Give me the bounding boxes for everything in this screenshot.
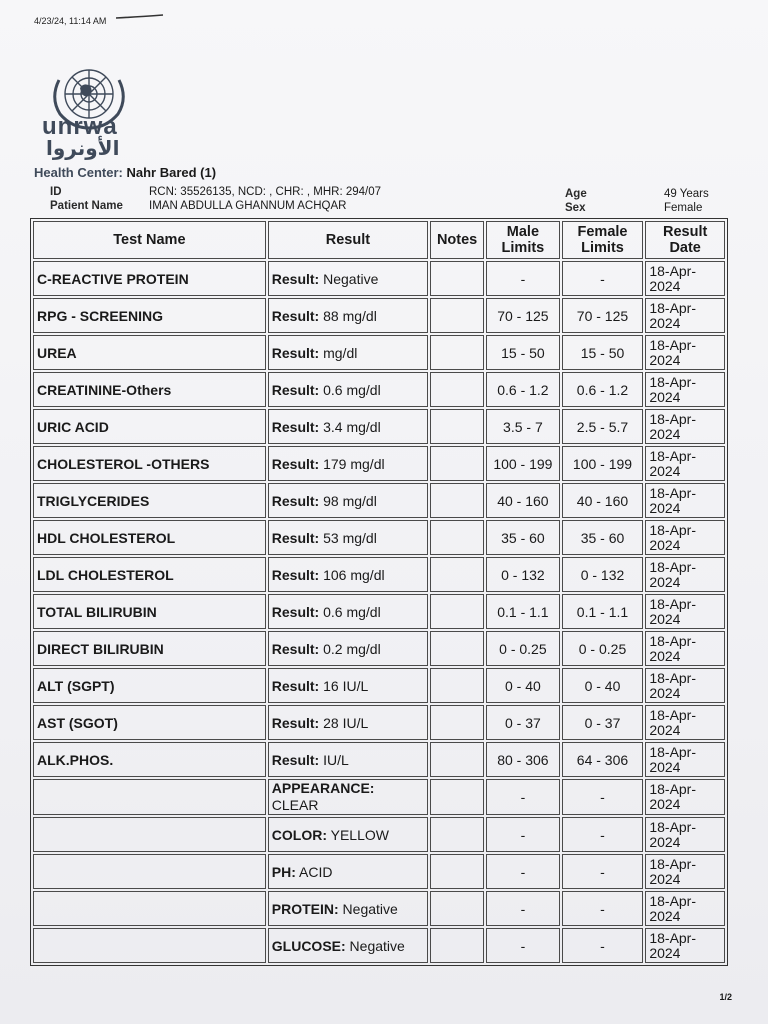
female-limits-cell: - — [562, 779, 644, 815]
result-date-cell: 18-Apr-2024 — [645, 594, 725, 629]
table-header-row — [33, 221, 725, 259]
result-label: PROTEIN: — [271, 900, 339, 917]
female-limits-cell: 0.1 - 1.1 — [562, 594, 644, 629]
female-limits-cell: 70 - 125 — [562, 298, 644, 333]
result-value: 179 mg/dl — [319, 455, 385, 472]
result-date-cell: 18-Apr-2024 — [645, 891, 725, 926]
table-row — [33, 372, 725, 407]
result-cell — [268, 520, 428, 555]
notes-cell — [430, 668, 484, 703]
header-result-date: Result Date — [645, 221, 725, 259]
sex-label: Sex — [565, 202, 586, 214]
result-value: Negative — [345, 937, 405, 954]
result-label: Result: — [271, 455, 320, 472]
test-name-cell: ALK.PHOS. — [33, 742, 266, 777]
notes-cell — [430, 520, 484, 555]
header-test-name: Test Name — [33, 221, 266, 259]
notes-cell — [430, 705, 484, 740]
male-limits-cell: 0 - 37 — [486, 705, 560, 740]
male-limits-cell: 80 - 306 — [486, 742, 560, 777]
result-value: 53 mg/dl — [319, 529, 377, 546]
id-value: RCN: 35526135, NCD: , CHR: , MHR: 294/07 — [149, 186, 382, 198]
result-cell — [268, 446, 428, 481]
header-notes: Notes — [430, 221, 484, 259]
male-limits-cell: 0 - 40 — [486, 668, 560, 703]
notes-cell — [430, 891, 484, 926]
result-label: Result: — [271, 640, 320, 657]
sex-value: Female — [664, 202, 703, 214]
result-date-cell: 18-Apr-2024 — [645, 557, 725, 592]
result-cell — [268, 298, 428, 333]
female-limits-cell: 0 - 0.25 — [562, 631, 644, 666]
test-name-cell: URIC ACID — [33, 409, 266, 444]
result-label: GLUCOSE: — [271, 937, 346, 954]
male-limits-cell: 40 - 160 — [486, 483, 560, 518]
health-center-label: Health Center: — [34, 165, 123, 180]
result-label: COLOR: — [271, 826, 327, 843]
result-date-cell: 18-Apr-2024 — [645, 261, 725, 296]
male-limits-cell: 0.1 - 1.1 — [486, 594, 560, 629]
result-value: mg/dl — [319, 344, 358, 361]
table-row — [33, 298, 725, 333]
result-date-cell: 18-Apr-2024 — [645, 520, 725, 555]
result-date-cell: 18-Apr-2024 — [645, 409, 725, 444]
table-row — [33, 594, 725, 629]
result-date-cell: 18-Apr-2024 — [645, 854, 725, 889]
male-limits-cell: 70 - 125 — [486, 298, 560, 333]
test-name-cell: TRIGLYCERIDES — [33, 483, 266, 518]
female-limits-cell: 35 - 60 — [562, 520, 644, 555]
result-cell — [268, 594, 428, 629]
result-cell — [268, 817, 428, 852]
male-limits-cell: - — [486, 891, 560, 926]
notes-cell — [430, 854, 484, 889]
result-date-cell: 18-Apr-2024 — [645, 483, 725, 518]
test-name-cell: TOTAL BILIRUBIN — [33, 594, 266, 629]
result-cell — [268, 891, 428, 926]
male-limits-cell: 3.5 - 7 — [486, 409, 560, 444]
result-date-cell: 18-Apr-2024 — [645, 705, 725, 740]
result-value: 3.4 mg/dl — [319, 418, 381, 435]
health-center-value: Nahr Bared (1) — [126, 165, 217, 180]
male-limits-cell: 0.6 - 1.2 — [486, 372, 560, 407]
female-limits-cell: - — [562, 928, 644, 963]
result-label: Result: — [271, 307, 320, 324]
notes-cell — [430, 631, 484, 666]
female-limits-cell: 0 - 37 — [562, 705, 644, 740]
notes-cell — [430, 594, 484, 629]
result-cell — [268, 928, 428, 963]
table-row — [33, 668, 725, 703]
table-row — [33, 631, 725, 666]
notes-cell — [430, 372, 484, 407]
notes-cell — [430, 779, 484, 815]
female-limits-cell: 0 - 40 — [562, 668, 644, 703]
notes-cell — [430, 817, 484, 852]
female-limits-cell: 0 - 132 — [562, 557, 644, 592]
table-row — [33, 335, 725, 370]
print-datetime: 4/23/24, 11:14 AM — [34, 16, 107, 26]
notes-cell — [430, 928, 484, 963]
notes-cell — [430, 483, 484, 518]
result-value: ACID — [295, 863, 333, 880]
male-limits-cell: 0 - 132 — [486, 557, 560, 592]
patient-name-value: IMAN ABDULLA GHANNUM ACHQAR — [149, 200, 347, 212]
table-row — [33, 854, 725, 889]
male-limits-cell: - — [486, 854, 560, 889]
result-date-cell: 18-Apr-2024 — [645, 779, 725, 815]
table-row — [33, 928, 725, 963]
female-limits-cell: 2.5 - 5.7 — [562, 409, 644, 444]
result-label: APPEARANCE: — [271, 780, 375, 796]
female-limits-cell: - — [562, 854, 644, 889]
table-row — [33, 705, 725, 740]
result-value: CLEAR — [271, 797, 319, 813]
result-cell — [268, 483, 428, 518]
table-row — [33, 520, 725, 555]
result-value: IU/L — [319, 751, 349, 768]
result-cell — [268, 335, 428, 370]
header-male-limits: Male Limits — [486, 221, 560, 259]
result-cell — [268, 854, 428, 889]
test-name-cell — [33, 854, 266, 889]
table-row — [33, 557, 725, 592]
test-name-cell: HDL CHOLESTEROL — [33, 520, 266, 555]
male-limits-cell: 100 - 199 — [486, 446, 560, 481]
result-cell — [268, 372, 428, 407]
notes-cell — [430, 409, 484, 444]
result-date-cell: 18-Apr-2024 — [645, 335, 725, 370]
test-name-cell: C-REACTIVE PROTEIN — [33, 261, 266, 296]
pen-stroke-mark — [116, 14, 164, 20]
test-name-cell: LDL CHOLESTEROL — [33, 557, 266, 592]
notes-cell — [430, 446, 484, 481]
result-label: Result: — [271, 270, 320, 287]
notes-cell — [430, 335, 484, 370]
test-name-cell: RPG - SCREENING — [33, 298, 266, 333]
test-name-cell: DIRECT BILIRUBIN — [33, 631, 266, 666]
result-value: 88 mg/dl — [319, 307, 377, 324]
results-table — [30, 218, 728, 966]
table-row — [33, 779, 725, 815]
test-name-cell — [33, 891, 266, 926]
result-value: 28 IU/L — [319, 714, 369, 731]
result-label: Result: — [271, 492, 320, 509]
female-limits-cell: 0.6 - 1.2 — [562, 372, 644, 407]
table-row — [33, 261, 725, 296]
result-value: 0.2 mg/dl — [319, 640, 381, 657]
result-label: Result: — [271, 418, 320, 435]
test-name-cell: AST (SGOT) — [33, 705, 266, 740]
result-date-cell: 18-Apr-2024 — [645, 668, 725, 703]
result-cell — [268, 409, 428, 444]
result-date-cell: 18-Apr-2024 — [645, 446, 725, 481]
result-cell — [268, 668, 428, 703]
result-date-cell: 18-Apr-2024 — [645, 742, 725, 777]
id-label: ID — [50, 186, 62, 198]
age-label: Age — [565, 188, 587, 200]
result-label: Result: — [271, 677, 320, 694]
result-value: 0.6 mg/dl — [319, 603, 381, 620]
result-cell — [268, 742, 428, 777]
female-limits-cell: - — [562, 817, 644, 852]
logo-text-arabic: الأونروا — [46, 138, 120, 160]
result-cell — [268, 631, 428, 666]
result-cell — [268, 557, 428, 592]
table-row — [33, 817, 725, 852]
table-row — [33, 446, 725, 481]
header-result: Result — [268, 221, 428, 259]
male-limits-cell: 35 - 60 — [486, 520, 560, 555]
male-limits-cell: - — [486, 261, 560, 296]
result-value: 98 mg/dl — [319, 492, 377, 509]
test-name-cell — [33, 928, 266, 963]
result-date-cell: 18-Apr-2024 — [645, 817, 725, 852]
page-number: 1/2 — [719, 992, 732, 1002]
male-limits-cell: 0 - 0.25 — [486, 631, 560, 666]
female-limits-cell: - — [562, 261, 644, 296]
table-row — [33, 483, 725, 518]
result-label: Result: — [271, 751, 320, 768]
result-label: Result: — [271, 714, 320, 731]
female-limits-cell: 64 - 306 — [562, 742, 644, 777]
result-value: Negative — [319, 270, 379, 287]
header-female-limits: Female Limits — [562, 221, 644, 259]
result-cell — [268, 261, 428, 296]
test-name-cell: ALT (SGPT) — [33, 668, 266, 703]
age-value: 49 Years — [664, 188, 709, 200]
result-value: YELLOW — [326, 826, 389, 843]
notes-cell — [430, 298, 484, 333]
result-label: Result: — [271, 566, 320, 583]
result-label: Result: — [271, 603, 320, 620]
test-name-cell: CREATININE-Others — [33, 372, 266, 407]
result-cell — [268, 705, 428, 740]
result-value: 0.6 mg/dl — [319, 381, 381, 398]
notes-cell — [430, 557, 484, 592]
result-date-cell: 18-Apr-2024 — [645, 928, 725, 963]
result-date-cell: 18-Apr-2024 — [645, 372, 725, 407]
test-name-cell: UREA — [33, 335, 266, 370]
result-cell — [268, 779, 428, 815]
notes-cell — [430, 742, 484, 777]
female-limits-cell: - — [562, 891, 644, 926]
result-value: Negative — [338, 900, 398, 917]
test-name-cell — [33, 817, 266, 852]
result-date-cell: 18-Apr-2024 — [645, 631, 725, 666]
patient-name-label: Patient Name — [50, 200, 123, 212]
result-label: Result: — [271, 529, 320, 546]
result-date-cell: 18-Apr-2024 — [645, 298, 725, 333]
logo-text-latin: unrwa — [42, 113, 118, 140]
male-limits-cell: 15 - 50 — [486, 335, 560, 370]
result-value: 16 IU/L — [319, 677, 369, 694]
female-limits-cell: 40 - 160 — [562, 483, 644, 518]
male-limits-cell: - — [486, 779, 560, 815]
female-limits-cell: 100 - 199 — [562, 446, 644, 481]
notes-cell — [430, 261, 484, 296]
table-row — [33, 891, 725, 926]
health-center — [34, 165, 216, 180]
result-label: Result: — [271, 381, 320, 398]
test-name-cell — [33, 779, 266, 815]
result-label: PH: — [271, 863, 296, 880]
result-label: Result: — [271, 344, 320, 361]
male-limits-cell: - — [486, 817, 560, 852]
male-limits-cell: - — [486, 928, 560, 963]
table-row — [33, 742, 725, 777]
test-name-cell: CHOLESTEROL -OTHERS — [33, 446, 266, 481]
table-row — [33, 409, 725, 444]
female-limits-cell: 15 - 50 — [562, 335, 644, 370]
result-value: 106 mg/dl — [319, 566, 385, 583]
